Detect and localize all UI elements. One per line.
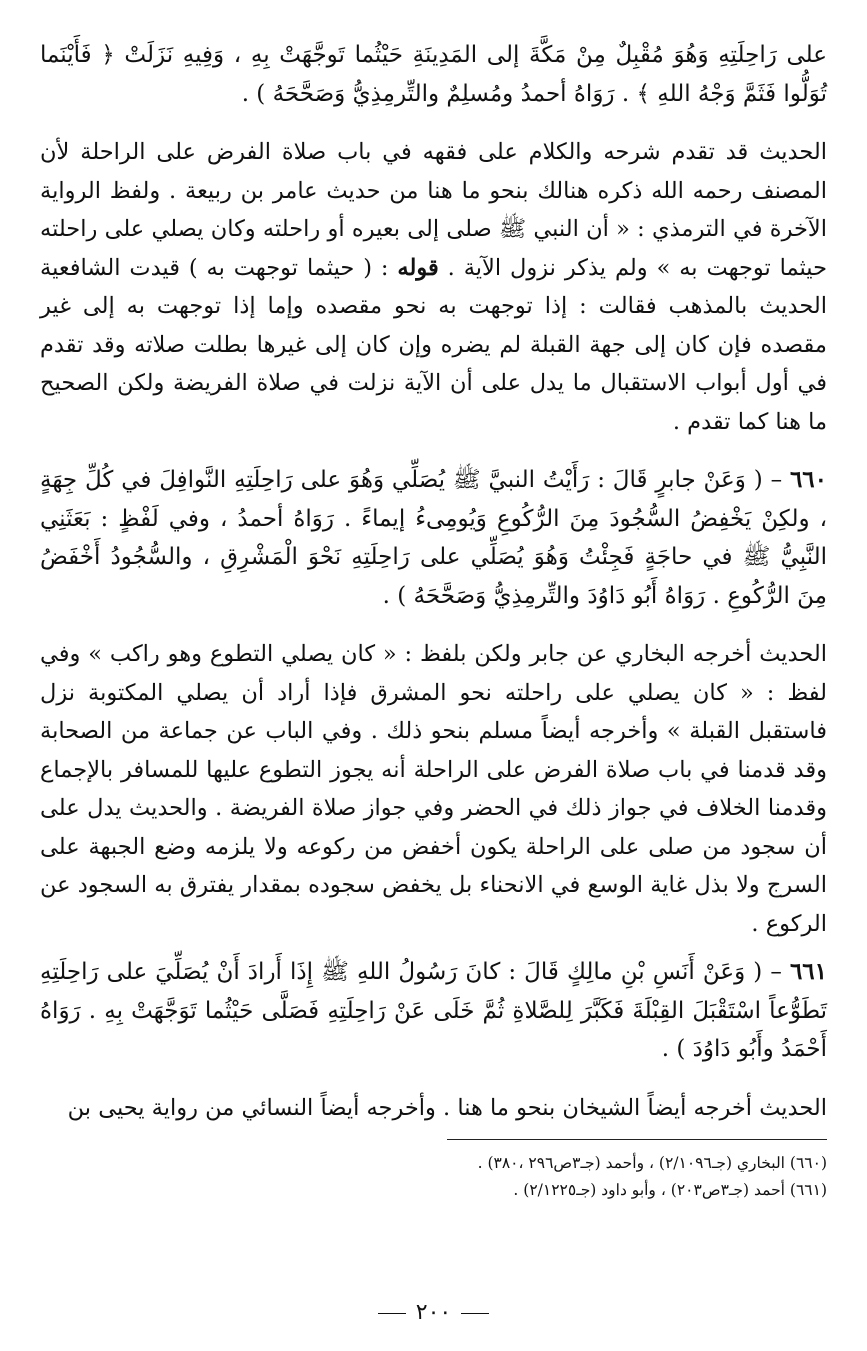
commentary-paragraph: الحديث أخرجه البخاري عن جابر ولكن بلفظ : « كان يصلي التطوع وهو راكب » وفي لفظ : « كان يصلي على راحلته نحو المشرق فإذا أراد أن يصلي المكتوبة نزل فاستقبل القبلة » وأخرجه أيضاً مسلم بنحو ذلك . وفي الباب عن جماعة من الصحابة وقد قدمنا في باب صلاة الفرض على الراحلة أنه يجوز التطوع عليها للمسافر بالإجماع وقدمنا الخلاف في جواز ذلك في الحضر وفي جواز صلاة الفريضة . والحديث يدل على أن سجود من صلى على الراحلة يكون أخفض من ركوعه ولا يلزمه وضع الجبهة على السرج ولا بذل غاية الوسع في الانحناء بل يخفض سجوده بمقدار يفترق به السجود عن الركوع . bbox=[40, 641, 827, 937]
hadith-number: ٦٦٠ bbox=[789, 466, 827, 493]
hadith-660 bbox=[40, 461, 827, 615]
hadith-continuation: على رَاحِلَتِهِ وَهُوَ مُقْبِلٌ مِنْ مَكَّةَ إلى المَدِينَةِ حَيْثُما تَوجَّهَتْ بِهِ ، وَفِيهِ نَزَلَتْ ﴿ فَأَيْنَما تُوَلُّوا فَثَمَّ وَجْهُ اللهِ ﴾ . رَوَاهُ أحمدُ ومُسلِمٌ والتِّرمِذِيُّ وَصَحَّحَهُ ) . bbox=[40, 42, 827, 107]
footnote: (٦٦٠) البخاري (جـ٢/١٠٩٦) ، وأحمد (جـ٣ص٢٩٦ ،٣٨٠) . bbox=[477, 1154, 827, 1172]
page-number-dash bbox=[378, 1313, 406, 1314]
keyword-qawluhu: قوله bbox=[397, 254, 439, 281]
hadith-text: – ( وَعَنْ أَنَسِ بْنِ مالِكٍ قَالَ : كانَ رَسُولُ اللهِ ﷺ إِذَا أَرادَ أَنْ يُصَلِّيَ على رَاحِلَتِهِ تَطَوُّعاً اسْتَقْبَلَ القِبْلَةَ فَكَبَّرَ لِلصَّلاةِ ثُمَّ خَلَى عَنْ رَاحِلَتِهِ فَصَلَّى حَيْثُما تَوَجَّهَتْ بِهِ . رَوَاهُ أَحْمَدُ وأَبُو دَاوُدَ ) . bbox=[40, 959, 827, 1062]
page-number bbox=[0, 1300, 867, 1325]
commentary-text-2: : ( حيثما توجهت به ) قيدت الشافعية الحديث بالمذهب فقالت : إذا توجهت به نحو مقصده وإما إذا توجهت به إلى غير مقصده فإن كان إلى جهة القبلة لم يضره وإن كان إلى غيرها بطلت صلاته وقد تقدم في أول أبواب الاستقبال ما يدل على أن الآية نزلت في صلاة الفريضة ولكن الصحيح ما هنا كما تقدم . bbox=[40, 254, 827, 435]
hadith-text: – ( وَعَنْ جابرٍ قَالَ : رَأَيْتُ النبيَّ ﷺ يُصَلِّي وَهُوَ على رَاحِلَتِهِ النَّوافِلَ في كُلِّ جِهَةٍ ، ولكِنْ يَخْفِضُ السُّجُودَ مِنَ الرُّكُوعِ وَيُومِىءُ إيماءً . رَوَاهُ أحمدُ ، وفي لَفْظٍ : بَعَثَنِي النَّبِيُّ ﷺ في حاجَةٍ فَجِئْتُ وَهُوَ يُصَلِّي على رَاحِلَتِهِ نَحْوَ الْمَشْرِقِ ، والسُّجُودُ أَخْفَضُ مِنَ الرُّكُوعِ . رَوَاهُ أَبُو دَاوُدَ والتِّرمِذِيُّ وَصَحَّحَهُ ) . bbox=[40, 467, 827, 609]
hadith-number: ٦٦١ bbox=[789, 958, 827, 985]
footnote: (٦٦١) أحمد (جـ٣ص٢٠٣) ، وأبو داود (جـ٢/١٢٢٥) . bbox=[513, 1181, 827, 1199]
commentary-paragraph: الحديث أخرجه أيضاً الشيخان بنحو ما هنا . وأخرجه أيضاً النسائي من رواية يحيى بن bbox=[67, 1094, 827, 1121]
commentary-paragraph bbox=[40, 133, 827, 441]
page-number-dash bbox=[461, 1313, 489, 1314]
hadith-661 bbox=[40, 953, 827, 1069]
commentary-text: الحديث قد تقدم شرحه والكلام على فقهه في باب صلاة الفرض على الراحلة لأن المصنف رحمه الله ذكره هنالك بنحو ما هنا من حديث عامر بن ربيعة . ولفظ الرواية الآخرة في الترمذي : « أن النبي ﷺ صلى إلى بعيره أو راحلته وكان يصلي على راحلته حيثما توجهت به » ولم يذكر نزول الآية . bbox=[40, 139, 828, 281]
page-number-value: ٢٠٠ bbox=[415, 1300, 452, 1325]
footnote-divider bbox=[447, 1139, 827, 1140]
